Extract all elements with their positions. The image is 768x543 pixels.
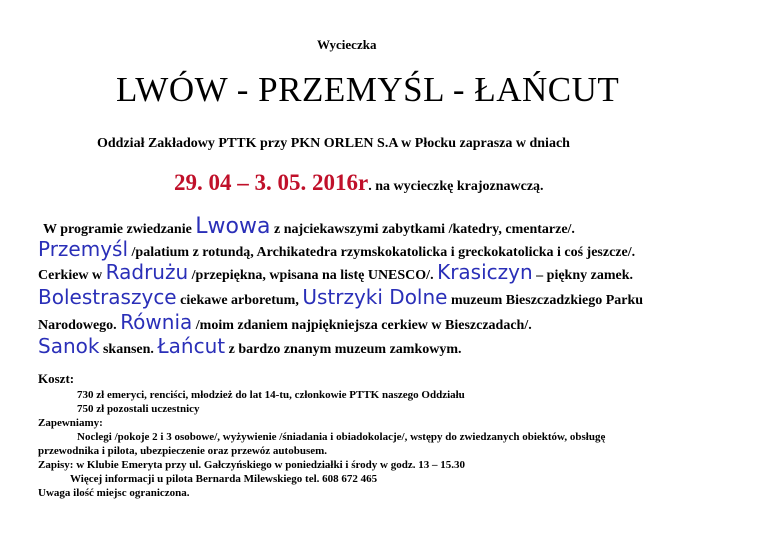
place-sanok: Sanok bbox=[38, 334, 100, 358]
program-line-6 bbox=[38, 334, 462, 358]
signup-line: Zapisy: w Klubie Emeryta przy ul. Gałczyńskiego w poniedziałki i środy w godz. 13 – 15.30 bbox=[38, 459, 465, 471]
program-text: W programie zwiedzanie bbox=[43, 222, 196, 237]
program-line-3 bbox=[38, 260, 633, 284]
place-ustrzyki-dolne: Ustrzyki Dolne bbox=[302, 285, 448, 309]
program-text: /przepiękna, wpisana na listę UNESCO/. bbox=[188, 268, 438, 283]
flyer-title: LWÓW - PRZEMYŚL - ŁAŃCUT bbox=[116, 70, 620, 109]
place-rownia: Równia bbox=[120, 310, 193, 334]
cost-label: Koszt: bbox=[38, 371, 75, 386]
program-text: z najciekawszymi zabytkami /katedry, cmentarze/. bbox=[270, 222, 575, 237]
program-text: ciekawe arboretum, bbox=[176, 293, 303, 308]
date-line bbox=[174, 170, 544, 196]
place-lancut: Łańcut bbox=[157, 334, 226, 358]
place-przemysl: Przemyśl bbox=[38, 237, 129, 261]
provide-line-1: Noclegi /pokoje 2 i 3 osobowe/, wyżywienie /śniadania i obiadokolacje/, wstępy do zwiedzanych obiektów, obsługę bbox=[77, 431, 606, 443]
provide-label: Zapewniamy: bbox=[38, 417, 103, 429]
program-text: /palatium z rotundą, Archikatedra rzymskokatolicka i greckokatolicka i coś jeszcze/. bbox=[128, 245, 636, 260]
program-text: Cerkiew w bbox=[38, 268, 106, 283]
program-line-4 bbox=[38, 285, 643, 309]
program-line-2 bbox=[38, 237, 635, 261]
program-text: Narodowego. bbox=[38, 318, 121, 333]
program-text: muzeum Bieszczadzkiego Parku bbox=[447, 293, 644, 308]
program-line-5 bbox=[38, 310, 532, 334]
program-line-1 bbox=[43, 214, 575, 239]
program-text: – piękny zamek. bbox=[532, 268, 633, 283]
info-line: Więcej informacji u pilota Bernarda Milewskiego tel. 608 672 465 bbox=[70, 473, 378, 485]
provide-line-2: przewodnika i pilota, ubezpieczenie oraz przewóz autobusem. bbox=[38, 445, 328, 457]
place-krasiczyn: Krasiczyn bbox=[437, 260, 533, 284]
trip-dates-suffix: . na wycieczkę krajoznawczą. bbox=[368, 179, 544, 194]
place-radruz: Radrużu bbox=[105, 260, 189, 284]
place-lwow: Lwowa bbox=[195, 214, 271, 239]
program-text: skansen. bbox=[99, 342, 158, 357]
cost-line-2: 750 zł pozostali uczestnicy bbox=[77, 403, 200, 415]
note-line: Uwaga ilość miejsc ograniczona. bbox=[38, 487, 190, 499]
program-text: /moim zdaniem najpiękniejsza cerkiew w Bieszczadach/. bbox=[192, 318, 532, 333]
flyer-kicker: Wycieczka bbox=[317, 37, 377, 52]
organizer-line: Oddział Zakładowy PTTK przy PKN ORLEN S.A w Płocku zaprasza w dniach bbox=[97, 136, 570, 151]
place-bolestraszyce: Bolestraszyce bbox=[38, 285, 177, 309]
program-text: z bardzo znanym muzeum zamkowym. bbox=[225, 342, 462, 357]
cost-line-1: 730 zł emeryci, renciści, młodzież do lat 14-tu, członkowie PTTK naszego Oddziału bbox=[77, 389, 465, 401]
trip-dates: 29. 04 – 3. 05. 2016r bbox=[174, 170, 369, 195]
